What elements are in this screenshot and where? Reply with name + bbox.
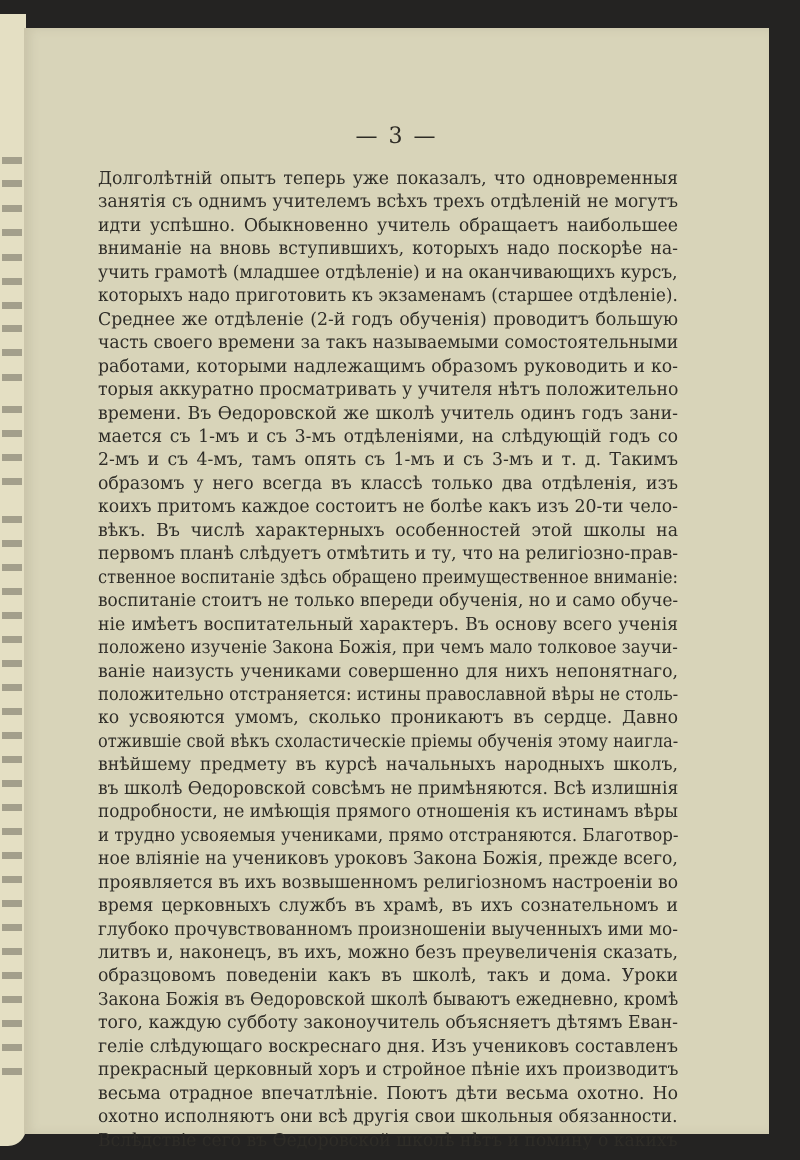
bleed-mark [2,227,22,237]
bleed-mark [2,476,22,486]
text-line: внѣйшему предмету въ курсѣ начальныхъ народныхъ школъ, [98,755,678,776]
text-line: учить грамотѣ (младшее отдѣленіе) и на оканчивающихъ курсъ, [98,262,678,283]
text-line: образцовомъ поведеніи какъ въ школѣ, такъ и дома. Уроки [98,966,678,987]
text-line: воспитаніе стоитъ не только впереди обученія, но и само обуче- [98,591,679,612]
body-text [98,168,678,1153]
page-number: — 3 — [355,124,438,149]
text-line: работами, которыми надлежащимъ образомъ руководить и ко- [98,356,678,377]
text-line: вниманіе на вновь вступившихъ, которыхъ надо поскорѣе на- [98,239,678,260]
text-line: того, каждую субботу законоучитель объясняетъ дѣтямъ Еван- [98,1013,678,1034]
text-line: положительно отстраняется: истины православной вѣры не столь- [98,684,679,705]
adjacent-page-edge [0,14,26,1146]
bleed-mark [2,802,22,812]
text-line: время церковныхъ службъ въ храмѣ, въ ихъ сознательномъ и [98,896,678,917]
text-line: геліе слѣдующаго воскреснаго дня. Изъ учениковъ составленъ [98,1036,678,1057]
text-line: ніе имѣетъ воспитательный характеръ. Въ основу всего ученія [98,614,678,635]
text-line: проявляется въ ихъ возвышенномъ религіозномъ настроеніи во [98,872,679,893]
bleed-mark [2,1018,22,1028]
text-line: времени. Въ Ѳедоровской же школѣ учитель одинъ годъ зани- [98,403,678,424]
bleed-mark [2,155,22,165]
text-line: ное вліяніе на учениковъ уроковъ Закона Божія, прежде всего, [98,849,678,870]
text-line: 2-мъ и съ 4-мъ, тамъ опять съ 1-мъ и съ 3-мъ и т. д. Такимъ [98,450,678,471]
bleed-mark [2,610,22,620]
text-line: коихъ притомъ каждое состоитъ не болѣе какъ изъ 20-ти чело- [98,497,678,518]
bleed-mark [2,323,22,333]
text-line: Вслѣдствіе сего въ Ѳедоровской школѣ нѣтъ и помину о какихъ [98,1130,678,1151]
text-line: отжившіе свой вѣкъ схоластическіе пріемы обученія этому наигла- [98,731,679,752]
text-line: образомъ у него всегда въ классѣ только два отдѣленія, изъ [98,473,678,494]
text-line: Долголѣтній опытъ теперь уже показалъ, что одновременныя [98,169,678,189]
text-line: Среднее же отдѣленіе (2-й годъ обученія) проводитъ большую [98,309,678,330]
text-line: ственное воспитаніе здѣсь обращено преимущественное вниманіе: [98,567,678,588]
text-line: прекрасный церковный хоръ и стройное пѣніе ихъ производитъ [98,1060,679,1081]
text-line: глубоко прочувствованномъ произношеніи выученныхъ ими мо- [98,919,678,940]
text-line: мается съ 1-мъ и съ 3-мъ отдѣленіями, на слѣдующій годъ со [98,426,678,447]
bleed-mark [2,634,22,644]
bleed-mark [2,922,22,932]
bleed-mark [2,514,22,524]
bleed-mark [2,372,22,382]
text-line: Закона Божія въ Ѳедоровской школѣ бываютъ ежедневно, кромѣ [98,989,679,1010]
text-line: часть своего времени за такъ называемыми сомостоятельными [98,333,679,354]
bleed-mark [2,946,22,956]
bleed-mark [2,898,22,908]
text-line: вѣкъ. Въ числѣ характерныхъ особенностей этой школы на [98,520,678,541]
text-line: въ школѣ Ѳедоровской совсѣмъ не примѣняются. Всѣ излишнія [98,778,679,799]
bleed-mark [2,682,22,692]
text-line: которыхъ надо приготовить къ экзаменамъ (старшее отдѣленіе). [98,286,678,307]
bleed-mark [2,428,22,438]
bleed-mark [2,586,22,596]
bleed-mark [2,452,22,462]
bleed-mark [2,1042,22,1052]
bleed-mark [2,252,22,262]
text-line: занятія съ однимъ учителемъ всѣхъ трехъ отдѣленій не могутъ [98,192,678,213]
bleed-mark [2,994,22,1004]
bleed-mark [2,850,22,860]
book-page [24,28,769,1151]
text-line: идти успѣшно. Обыкновенно учитель обращаетъ наибольшее [98,215,678,236]
text-line: ко усвояются умомъ, сколько проникаютъ въ сердце. Давно [98,708,678,729]
bleed-mark [2,404,22,414]
text-line: литвъ и, наконецъ, въ ихъ, можно безъ преувеличенія сказать, [98,942,678,963]
text-line: весьма отрадное впечатлѣніе. Поютъ дѣти весьма охотно. Но [98,1083,678,1104]
bleed-mark [2,276,22,286]
text-line: охотно исполняютъ они всѣ другія свои школьныя обязанности. [98,1107,678,1128]
bleed-mark [2,706,22,716]
bleed-mark [2,970,22,980]
bleed-mark [2,562,22,572]
bleed-mark [2,730,22,740]
bleed-mark [2,754,22,764]
text-line: ваніе наизусть учениками совершенно для нихъ непонятнаго, [98,661,678,682]
bleed-mark [2,1066,22,1076]
bleed-mark [2,778,22,788]
bleed-mark [2,203,22,213]
bleed-mark [2,300,22,310]
bleed-mark [2,826,22,836]
text-line: подробности, не имѣющія прямого отношенія къ истинамъ вѣры [98,802,678,823]
text-line: первомъ планѣ слѣдуетъ отмѣтить и ту, что на религіозно-прав- [98,544,678,565]
text-line: положено изученіе Закона Божія, при чемъ мало толковое заучи- [98,638,678,659]
bleed-mark [2,347,22,357]
text-line: торыя аккуратно просматривать у учителя нѣтъ положительно [98,380,679,401]
text-line: и трудно усвояемыя учениками, прямо отстраняются. Благотвор- [98,825,679,846]
bleed-mark [2,538,22,548]
bleed-mark [2,874,22,884]
bleed-mark [2,658,22,668]
bleed-mark [2,178,22,188]
